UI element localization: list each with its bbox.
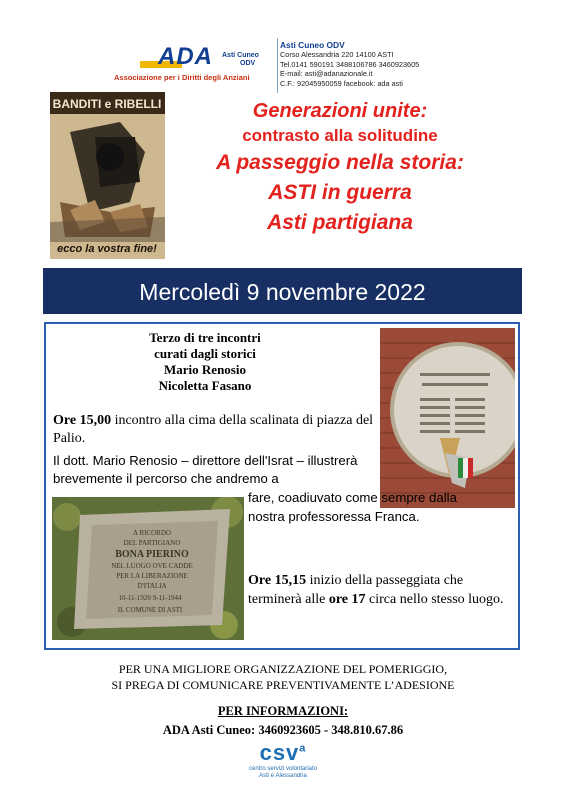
poster-bottom-text: ecco la vostra fine! [57, 243, 157, 255]
intro-block [135, 330, 275, 394]
stone-line-8: IL COMUNE DI ASTI [117, 606, 183, 614]
intro-line-4: Nicoletta Fasano [158, 378, 252, 393]
title-asti-partigiana: Asti partigiana [267, 211, 413, 234]
stone-line-7: 10-11-1920 9-11-1944 [118, 594, 182, 602]
walk-text-mid: inizio della passeggiata che terminerà alle [248, 573, 464, 607]
ada-logo-sub1: Asti Cuneo [222, 52, 259, 59]
ada-logo-sub2: ODV [240, 60, 256, 67]
info-label: PER INFORMAZIONI: [217, 704, 349, 718]
intro-line-1: Terzo di tre incontri [149, 330, 261, 345]
org-address: Corso Alessandria 220 14100 ASTI [280, 50, 394, 60]
org-email: E-mail: asti@adanazionale.it [280, 69, 373, 79]
plaque-illustration [380, 328, 515, 508]
csv-logo-mark [243, 740, 323, 766]
rsvp-notice [0, 661, 566, 693]
org-cf: C.F.: 92045950059 facebook: ada asti [280, 78, 403, 88]
event-title-block [180, 98, 500, 238]
contact-numbers: ADA Asti Cuneo: 3460923605 - 348.810.67.86 [162, 723, 404, 737]
walk-text-end: circa nello stesso luogo. [365, 592, 504, 607]
title-solitudine: contrasto alla solitudine [242, 126, 438, 145]
csv-logo-text: csv [259, 740, 300, 765]
paragraph-coadiuvato: fare, coadiuvato come sempre dalla nostra professoressa Franca. [248, 490, 457, 524]
stone-line-4: NEL LUOGO OVE CADDE [111, 562, 193, 570]
rsvp-line-2: SI PREGA DI COMUNICARE PREVENTIVAMENTE L’ADESIONE [111, 678, 455, 692]
title-asti-guerra: ASTI in guerra [268, 181, 412, 204]
walk-start-time: Ore 15,15 [248, 573, 307, 588]
start-time: Ore 15,00 [53, 413, 112, 428]
header-contact-block [280, 41, 419, 88]
stone-illustration [52, 497, 244, 640]
stone-line-2: DEL PARTIGIANO [123, 539, 181, 547]
memorial-plaque-photo [380, 328, 515, 508]
csv-logo-line-2: Asti e Alessandria [259, 773, 307, 779]
poster-top-text: BANDITI e RIBELLI [52, 97, 162, 111]
ada-logo-tagline: Associazione per i Diritti degli Anziani [114, 73, 250, 82]
header-divider [277, 38, 278, 93]
stone-line-3: BONA PIERINO [115, 549, 189, 560]
stone-line-6: D'ITALIA [137, 582, 167, 590]
paragraph-walk-times [248, 571, 513, 609]
csv-logo [243, 740, 323, 798]
csv-logo-sup: a [299, 742, 307, 755]
ada-logo-sub [222, 52, 259, 68]
csv-logo-line-1: centro servizi volontariato [248, 766, 318, 772]
poster-illustration [50, 92, 165, 259]
intro-line-2: curati dagli storici [154, 346, 256, 361]
start-location: incontro alla cima della scalinata di piazza del Palio. [53, 413, 374, 446]
org-phone: Tel.0141 590191 3488106786 3460923605 [280, 59, 420, 69]
title-generazioni: Generazioni unite: [252, 100, 428, 122]
ada-logo-text: ADA [158, 43, 213, 70]
walk-end-time: ore 17 [328, 592, 366, 607]
org-name: Asti Cuneo ODV [280, 40, 345, 50]
stone-line-5: PER LA LIBERAZIONE [116, 572, 188, 580]
paragraph-start-time [53, 412, 378, 448]
banditi-poster-image [50, 92, 165, 259]
memorial-stone-photo [52, 497, 244, 640]
date-banner: Mercoledì 9 novembre 2022 [43, 268, 522, 314]
intro-line-3: Mario Renosio [164, 362, 246, 377]
rsvp-line-1: PER UNA MIGLIORE ORGANIZZAZIONE DEL POMERIGGIO, [118, 662, 448, 676]
title-passeggio: A passeggio nella storia: [216, 151, 464, 174]
paragraph-renosio: Il dott. Mario Renosio – direttore dell'Israt – illustrerà brevemente il percorso che andremo a [53, 453, 358, 486]
stone-line-1: A RICORDO [133, 529, 171, 537]
